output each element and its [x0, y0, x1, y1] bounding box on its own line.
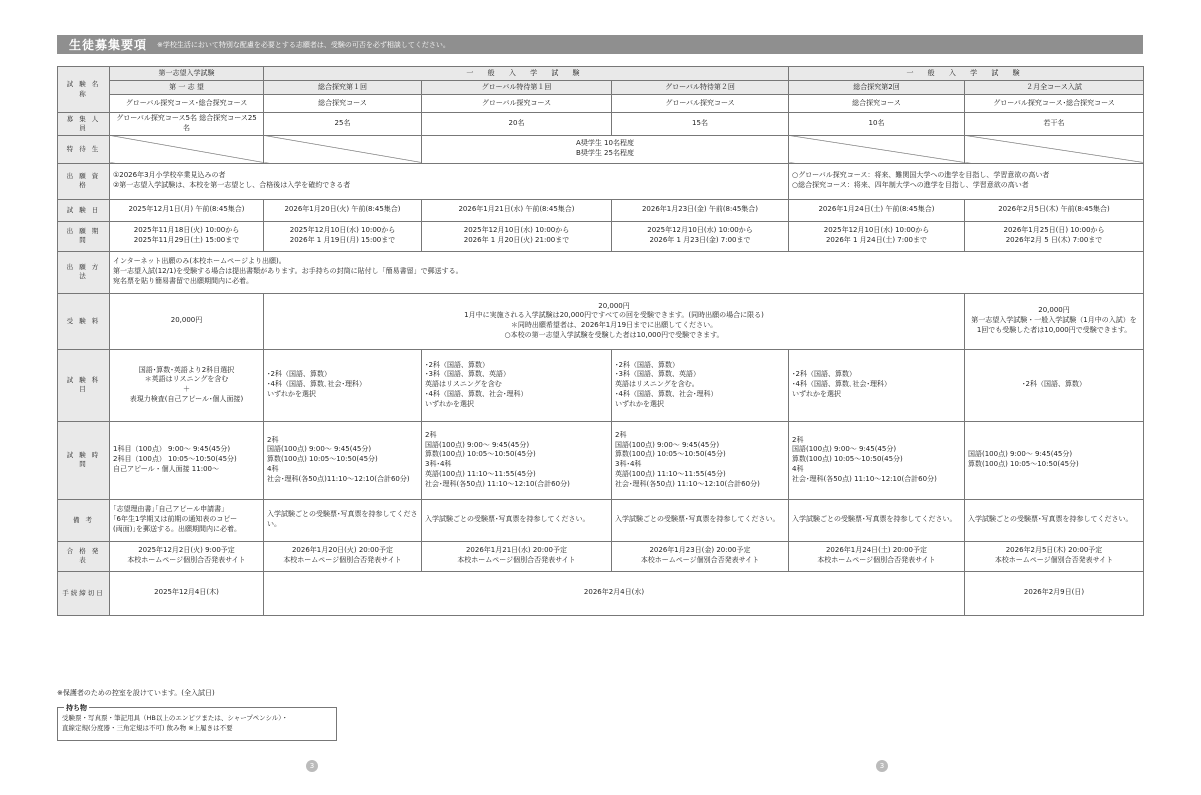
table-row: [58, 541, 1144, 571]
table-row: [58, 95, 1144, 113]
col-header: 第 一 志 望: [110, 81, 264, 95]
table-row: [58, 571, 1144, 615]
col-header: グローバル特待第２回: [612, 81, 789, 95]
row-label-subjects: 試 験 科 目: [58, 349, 110, 421]
row-label-capacity: 募 集 人 員: [58, 113, 110, 136]
exam-date-cell: 2026年1月23日(金) 午前(8:45集合): [612, 199, 789, 221]
subjects-cell: 国語･算数･英語より2科目選択 ＊英語はリスニングを含む ＋ 表現力検査(自己アピール･個人面接): [110, 349, 264, 421]
qualification-right: ○グローバル探究コース：将来、難関国大学への進学を目指し、学習意欲の高い者 ○総合探究コース：将来、四年制大学への進学を目指し、学習意欲の高い者: [789, 163, 1144, 199]
deadline-cell: 2026年2月9日(日): [965, 571, 1144, 615]
row-label-method: 出 願 方 法: [58, 251, 110, 293]
fee-middle: 20,000円 1月中に実施される入学試験は20,000円ですべての回を受験できます。(同時出願の場合に限る) ＊同時出願希望者は、2026年1月19日までに出願してください。 ○本校の第一志望入学試験を受験した者は10,000円で受験できます。: [264, 293, 965, 349]
table-row: [58, 421, 1144, 499]
items-box: [57, 704, 337, 741]
table-row: [58, 349, 1144, 421]
exam-date-cell: 2026年1月21日(水) 午前(8:45集合): [422, 199, 612, 221]
page-number: 3: [306, 760, 318, 772]
times-cell: 2科 国語(100点) 9:00～ 9:45(45分) 算数(100点) 10:05～10:50(45分) 3科･4科 英語(100点) 11:10～11:55(45分) 社会･理科(各50点) 11:10～12:10(合計60分): [612, 421, 789, 499]
times-cell: 2科 国語(100点) 9:00～ 9:45(45分) 算数(100点) 10:05～10:50(45分) 3科･4科 英語(100点) 11:10～11:55(45分) 社会･理科(各50点) 11:10～12:10(合計60分): [422, 421, 612, 499]
results-cell: 2026年1月23日(金) 20:00予定 本校ホームページ個別合否発表サイト: [612, 541, 789, 571]
empty-slash-cell: [789, 135, 965, 163]
fee-first: 20,000円: [110, 293, 264, 349]
row-label-results: 合 格 発 表: [58, 541, 110, 571]
capacity-cell: グローバル探究コース5名 総合探究コース25名: [110, 113, 264, 136]
period-cell: 2025年11月18日(火) 10:00から 2025年11月29日(土) 15:00まで: [110, 221, 264, 251]
remarks-cell: 入学試験ごとの受験票･写真票を持参してください。: [789, 499, 965, 541]
remarks-cell: 入学試験ごとの受験票･写真票を持参してください。: [422, 499, 612, 541]
table-row: [58, 499, 1144, 541]
row-label-remarks: 備 考: [58, 499, 110, 541]
row-label-deadline: 手続締切日: [58, 571, 110, 615]
empty-slash-cell: [264, 135, 422, 163]
times-cell: 1科目（100点） 9:00～ 9:45(45分) 2科目（100点） 10:05～10:50(45分) 自己アピール・個人面接 11:00～: [110, 421, 264, 499]
row-label-exam-date: 試 験 日: [58, 199, 110, 221]
capacity-cell: 15名: [612, 113, 789, 136]
page-number: 3: [876, 760, 888, 772]
table-row: [58, 135, 1144, 163]
course-cell: グローバル探究コース: [422, 95, 612, 113]
period-cell: 2025年12月10日(水) 10:00から 2026年 1 月19日(月) 15:00まで: [264, 221, 422, 251]
times-cell: 2科 国語(100点) 9:00～ 9:45(45分) 算数(100点) 10:05～10:50(45分) 4科 社会･理科(各50点)11:10～12:10(合計60分): [264, 421, 422, 499]
results-cell: 2026年2月5日(木) 20:00予定 本校ホームページ個別合否発表サイト: [965, 541, 1144, 571]
exam-date-cell: 2026年1月24日(土) 午前(8:45集合): [789, 199, 965, 221]
col-header: ２月全コース入試: [965, 81, 1144, 95]
remarks-first: ｢志望理由書｣｢自己アピール申請書｣ ｢6年生1学期又は前期の通知表のコピー (両面)｣を郵送する。出願期間内に必着。: [110, 499, 264, 541]
header-group-general-1: 一 般 入 学 試 験: [264, 67, 789, 81]
empty-slash-cell: [110, 135, 264, 163]
remarks-cell: 入学試験ごとの受験票･写真票を持参してください。: [264, 499, 422, 541]
course-cell: グローバル探究コース･総合探究コース: [110, 95, 264, 113]
results-cell: 2025年12月2日(火) 9:00予定 本校ホームページ個別合否発表サイト: [110, 541, 264, 571]
col-header: グローバル特待第１回: [422, 81, 612, 95]
method-cell: インターネット出願のみ(本校ホームページより出願)。 第一志望入試(12/1)を受験する場合は提出書類があります。お手持ちの封筒に貼付し「簡易書留」で郵送する。 宛名票を貼り簡易書留で出願期間内に必着。: [110, 251, 1144, 293]
fee-last: 20,000円 第一志望入学試験・一般入学試験（1月中の入試）を 1回でも受験した者は10,000円で受験できます。: [965, 293, 1144, 349]
course-cell: 総合探究コース: [789, 95, 965, 113]
deadline-cell: 2026年2月4日(水): [264, 571, 965, 615]
row-label-qualification: 出 願 資 格: [58, 163, 110, 199]
capacity-cell: 若干名: [965, 113, 1144, 136]
results-cell: 2026年1月21日(水) 20:00予定 本校ホームページ個別合否発表サイト: [422, 541, 612, 571]
remarks-cell: 入学試験ごとの受験票･写真票を持参してください。: [965, 499, 1144, 541]
page-title: 生徒募集要項: [69, 38, 148, 52]
course-cell: グローバル探究コース: [612, 95, 789, 113]
empty-slash-cell: [965, 135, 1144, 163]
row-label-exam-name: 試 験 名 称: [58, 67, 110, 113]
period-cell: 2025年12月10日(水) 10:00から 2026年 1 月24日(土) 7:00まで: [789, 221, 965, 251]
table-row: [58, 199, 1144, 221]
table-row: [58, 81, 1144, 95]
times-cell: 国語(100点) 9:00～ 9:45(45分) 算数(100点) 10:05～10:50(45分): [965, 421, 1144, 499]
course-cell: グローバル探究コース･総合探究コース: [965, 95, 1144, 113]
subjects-cell: ･2科（国語、算数） ･4科（国語、算数､社会･理科） いずれかを選択: [264, 349, 422, 421]
admission-table: [57, 66, 1144, 616]
period-cell: 2026年1月25日(日) 10:00から 2026年2月 5 日(木) 7:00まで: [965, 221, 1144, 251]
items-label: 持ち物: [66, 704, 87, 712]
items-text: 受験票・写真票・筆記用具（HB以上のエンピツまたは、シャープペンシル）・ 直線定規(分度器・三角定規は不可) 飲み物 ※上履きは不要: [62, 714, 289, 732]
footnote: ※保護者のための控室を設けています。(全入試日): [57, 689, 215, 697]
deadline-cell: 2025年12月4日(木): [110, 571, 264, 615]
header-group-general-2: 一 般 入 学 試 験: [789, 67, 1144, 81]
exam-date-cell: 2025年12月1日(月) 午前(8:45集合): [110, 199, 264, 221]
table-row: [58, 251, 1144, 293]
table-row: [58, 163, 1144, 199]
results-cell: 2026年1月20日(火) 20:00予定 本校ホームページ個別合否発表サイト: [264, 541, 422, 571]
qualification-left: ①2026年3月小学校卒業見込みの者 ②第一志望入学試験は、本校を第一志望とし、合格後は入学を確約できる者: [110, 163, 789, 199]
row-label-fee: 受 験 料: [58, 293, 110, 349]
period-cell: 2025年12月10日(水) 10:00から 2026年 1 月23日(金) 7:00まで: [612, 221, 789, 251]
row-label-times: 試 験 時 間: [58, 421, 110, 499]
table-row: [58, 221, 1144, 251]
scholar-cell: A奨学生 10名程度 B奨学生 25名程度: [422, 135, 789, 163]
header-group-first: 第一志望入学試験: [110, 67, 264, 81]
table-row: [58, 113, 1144, 136]
period-cell: 2025年12月10日(水) 10:00から 2026年 1 月20日(火) 21:00まで: [422, 221, 612, 251]
remarks-cell: 入学試験ごとの受験票･写真票を持参してください。: [612, 499, 789, 541]
course-cell: 総合探究コース: [264, 95, 422, 113]
subjects-cell: ･2科（国語、算数） ･4科（国語、算数､社会･理科） いずれかを選択: [789, 349, 965, 421]
capacity-cell: 10名: [789, 113, 965, 136]
capacity-cell: 25名: [264, 113, 422, 136]
capacity-cell: 20名: [422, 113, 612, 136]
col-header: 総合探究第2回: [789, 81, 965, 95]
exam-date-cell: 2026年1月20日(火) 午前(8:45集合): [264, 199, 422, 221]
row-label-period: 出 願 期 間: [58, 221, 110, 251]
table-row: [58, 67, 1144, 81]
subjects-cell: ･2科（国語、算数） ･3科（国語、算数、英語） 英語はリスニングを含む ･4科（国語、算数、社会･理科） いずれかを選択: [422, 349, 612, 421]
subjects-cell: ･2科（国語、算数）: [965, 349, 1144, 421]
row-label-scholar: 特 待 生: [58, 135, 110, 163]
col-header: 総合探究第１回: [264, 81, 422, 95]
table-row: [58, 293, 1144, 349]
subjects-cell: ･2科（国語、算数） ･3科（国語、算数、英語） 英語はリスニングを含む。 ･4科（国語、算数、社会･理科） いずれかを選択: [612, 349, 789, 421]
times-cell: 2科 国語(100点) 9:00～ 9:45(45分) 算数(100点) 10:05～10:50(45分) 4科 社会･理科(各50点) 11:10～12:10(合計60分): [789, 421, 965, 499]
title-banner: [57, 35, 1143, 54]
results-cell: 2026年1月24日(土) 20:00予定 本校ホームページ個別合否発表サイト: [789, 541, 965, 571]
exam-date-cell: 2026年2月5日(木) 午前(8:45集合): [965, 199, 1144, 221]
title-note: ※学校生活において特別な配慮を必要とする志願者は、受験の可否を必ず相談してください。: [157, 40, 450, 49]
